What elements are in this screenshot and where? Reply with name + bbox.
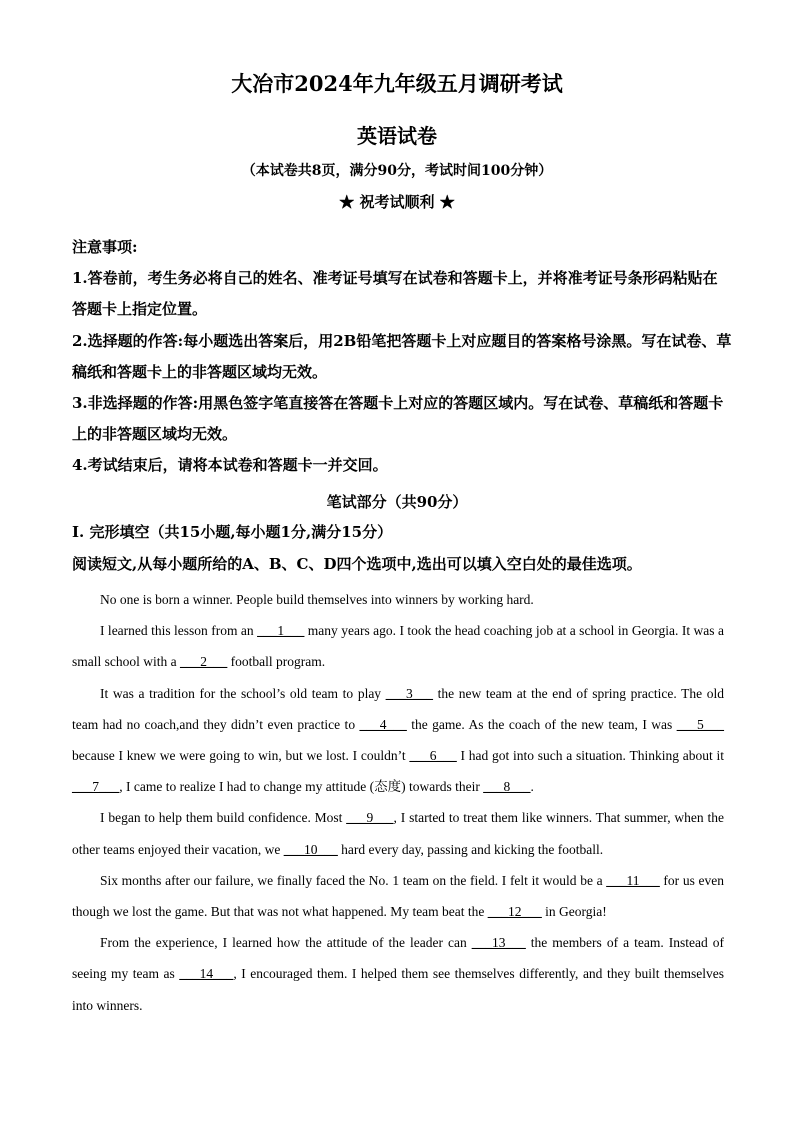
passage-paragraph (72, 584, 724, 615)
passage-paragraph (72, 678, 724, 803)
passage-text: many years ago. I took the head coaching job at a school in Georgia. It was a small school with a (72, 623, 724, 670)
notice-item: 3.非选择题的作答:用黑色签字笔直接答在答题卡上对应的答题区域内。写在试卷、草稿纸和答题卡上的非答题区域均无效。 (72, 394, 724, 444)
blank-10: ___10___ (283, 841, 338, 857)
passage-text: hard every day, passing and kicking the football. (337, 841, 604, 857)
blank-12: ___12___ (487, 904, 542, 920)
passage-text: in Georgia! (541, 904, 607, 920)
passage-text: I had got into such a situation. Thinking about it (456, 748, 724, 764)
blank-14: ___14___ (179, 966, 234, 982)
passage-paragraph (72, 802, 724, 864)
blank-4: ___4___ (359, 716, 407, 732)
passage-text: It was a tradition for the school’s old team to play (100, 685, 386, 701)
subject-title: 英语试卷 (357, 124, 437, 148)
passage-text: From the experience, I learned how the attitude of the leader can (100, 935, 472, 951)
passage-text: . (530, 779, 534, 795)
blank-8: ___8___ (483, 779, 531, 795)
passage-text: No one is born a winner. People build themselves into winners by working hard. (100, 592, 534, 607)
blank-5: ___5___ (676, 716, 724, 732)
passage-paragraph (72, 927, 724, 1021)
passage-text: because I knew we were going to win, but we lost. I couldn’t (72, 748, 410, 764)
blank-2: ___2___ (180, 654, 228, 670)
exam-note: （本试卷共8页，满分90分，考试时间100分钟） (241, 163, 553, 179)
blank-1: ___1___ (257, 623, 305, 639)
passage-paragraph (72, 865, 724, 927)
passage-text: for us even though we lost the game. But that was not what happened. My team beat the (72, 872, 725, 920)
passage-text: the new team at the end of spring practice. The old team had no coach,and they didn’t even practice to (72, 685, 724, 732)
passage-paragraph (72, 615, 724, 677)
blank-7: ___7___ (72, 779, 120, 795)
blank-3: ___3___ (385, 685, 433, 701)
blank-13: ___13___ (471, 935, 526, 951)
part-heading: I. 完形填空（共15小题,每小题1分,满分15分） (72, 523, 393, 541)
cloze-passage (72, 584, 724, 1021)
notice-block (72, 232, 732, 482)
passage-text: , I came to realize I had to change my attitude (态度) towards their (119, 779, 484, 795)
notice-item: 4.考试结束后，请将本试卷和答题卡一并交回。 (72, 456, 388, 475)
section-heading: 笔试部分（共90分） (326, 493, 468, 511)
exam-title: 大冶市2024年九年级五月调研考试 (231, 71, 563, 96)
notice-item: 2.选择题的作答:每小题选出答案后，用2B铅笔把答题卡上对应题目的答案格号涂黑。写在试卷、草稿纸和答题卡上的非答题区域均无效。 (72, 331, 732, 381)
passage-text: I learned this lesson from an (100, 623, 258, 639)
part-instruction: 阅读短文,从每小题所给的A、B、C、D四个选项中,选出可以填入空白处的最佳选项。 (72, 555, 642, 573)
blank-11: ___11___ (606, 872, 660, 888)
passage-text: football program. (227, 654, 326, 670)
good-luck-line: ★ 祝考试顺利 ★ (339, 193, 455, 211)
passage-text: the members of a team. Instead of seeing my team as (72, 935, 724, 982)
passage-text: the game. As the coach of the new team, I was (406, 716, 677, 732)
passage-text: Six months after our failure, we finally faced the No. 1 team on the field. I felt it would be a (100, 872, 607, 888)
passage-text: , I encouraged them. I helped them see themselves differently, and they built themselves into winners. (72, 966, 724, 1013)
passage-text: I began to help them build confidence. Most (100, 810, 347, 826)
notice-heading: 注意事项: (72, 238, 138, 256)
passage-text: , I started to treat them like winners. That summer, when the other teams enjoyed their vacation, we (72, 810, 724, 857)
blank-9: ___9___ (346, 810, 394, 826)
blank-6: ___6___ (409, 748, 457, 764)
notice-item: 1.答卷前，考生务必将自己的姓名、准考证号填写在试卷和答题卡上，并将准考证号条形码粘贴在答题卡上指定位置。 (72, 269, 718, 319)
